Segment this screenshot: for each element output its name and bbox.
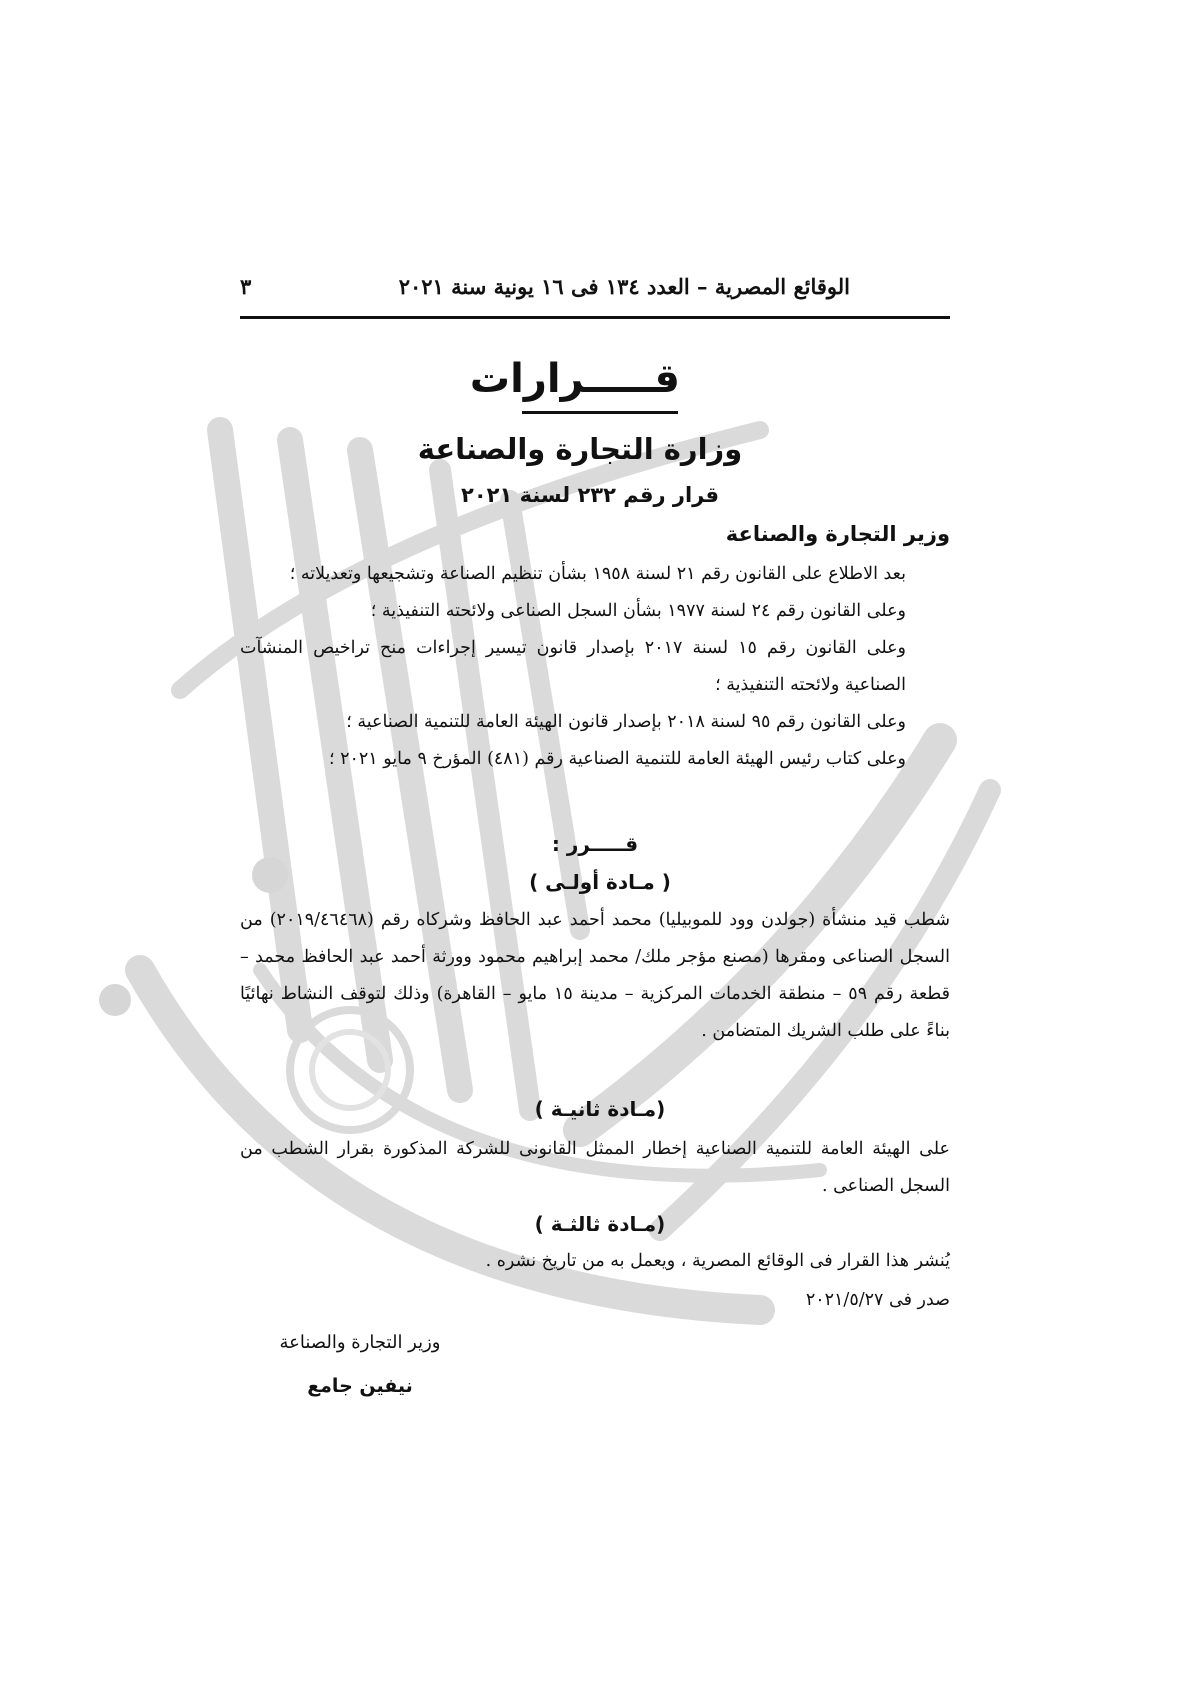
- preamble-item: وعلى القانون رقم ٩٥ لسنة ٢٠١٨ بإصدار قانون الهيئة العامة للتنمية الصناعية ؛: [346, 712, 906, 732]
- preamble-item: بعد الاطلاع على القانون رقم ٢١ لسنة ١٩٥٨ بشأن تنظيم الصناعة وتشجيعها وتعديلاته ؛: [289, 564, 906, 584]
- article-2-heading: (مـادة ثانيـة ): [534, 1097, 666, 1121]
- gazette-header-title: الوقائع المصرية – العدد ١٣٤ فى ١٦ يونية سنة ٢٠٢١: [398, 274, 850, 299]
- signature-title: وزير التجارة والصناعة: [279, 1332, 441, 1353]
- article-3-text: يُنشر هذا القرار فى الوقائع المصرية ، ويعمل به من تاريخ نشره .: [485, 1251, 950, 1271]
- gazette-header: [240, 272, 950, 319]
- signature-name: نيفين جامع: [307, 1375, 413, 1397]
- section-title: قـــــرارات: [469, 356, 680, 402]
- preamble: [240, 556, 950, 778]
- preamble-item: وعلى كتاب رئيس الهيئة العامة للتنمية الصناعية رقم (٤٨١) المؤرخ ٩ مايو ٢٠٢١ ؛: [328, 749, 906, 769]
- section-title-underline: [522, 411, 678, 414]
- article-1-text: شطب قيد منشأة (جولدن وود للموبيليا) محمد أحمد عبد الحافظ وشركاه رقم (٢٠١٩/٤٦٤٦٨) من السجل الصناعى ومقرها (مصنع مؤجر ملك/ محمد إبراهيم محمود وورثة أحمد عبد الحافظ محمد – قطعة رقم ٥٩ – منطقة الخدمات المركزية – مدينة ١٥ مايو – القاهرة) وذلك لتوقف النشاط نهائيًا بناءً على طلب الشريك المتضامن .: [240, 910, 950, 1041]
- preamble-item: وعلى القانون رقم ٢٤ لسنة ١٩٧٧ بشأن السجل الصناعى ولائحته التنفيذية ؛: [370, 601, 906, 621]
- decides-heading: قـــــرر :: [551, 832, 639, 856]
- minister-heading: وزير التجارة والصناعة: [725, 522, 950, 546]
- decree-number: قرار رقم ٢٣٢ لسنة ٢٠٢١: [461, 483, 719, 507]
- page-number: ٣: [240, 274, 252, 299]
- article-3-heading: (مـادة ثالثـة ): [534, 1212, 666, 1236]
- article-1-heading: ( مـادة أولـى ): [529, 870, 671, 894]
- article-2-text: على الهيئة العامة للتنمية الصناعية إخطار الممثل القانونى للشركة المذكورة بقرار الشطب من السجل الصناعى .: [240, 1139, 950, 1196]
- preamble-item: وعلى القانون رقم ١٥ لسنة ٢٠١٧ بإصدار قانون تيسير إجراءات منح تراخيص المنشآت الصناعية ولائحته التنفيذية ؛: [240, 638, 907, 695]
- issue-date: صدر فى ٢٠٢١/٥/٢٧: [805, 1290, 950, 1310]
- ministry-name: وزارة التجارة والصناعة: [417, 432, 743, 466]
